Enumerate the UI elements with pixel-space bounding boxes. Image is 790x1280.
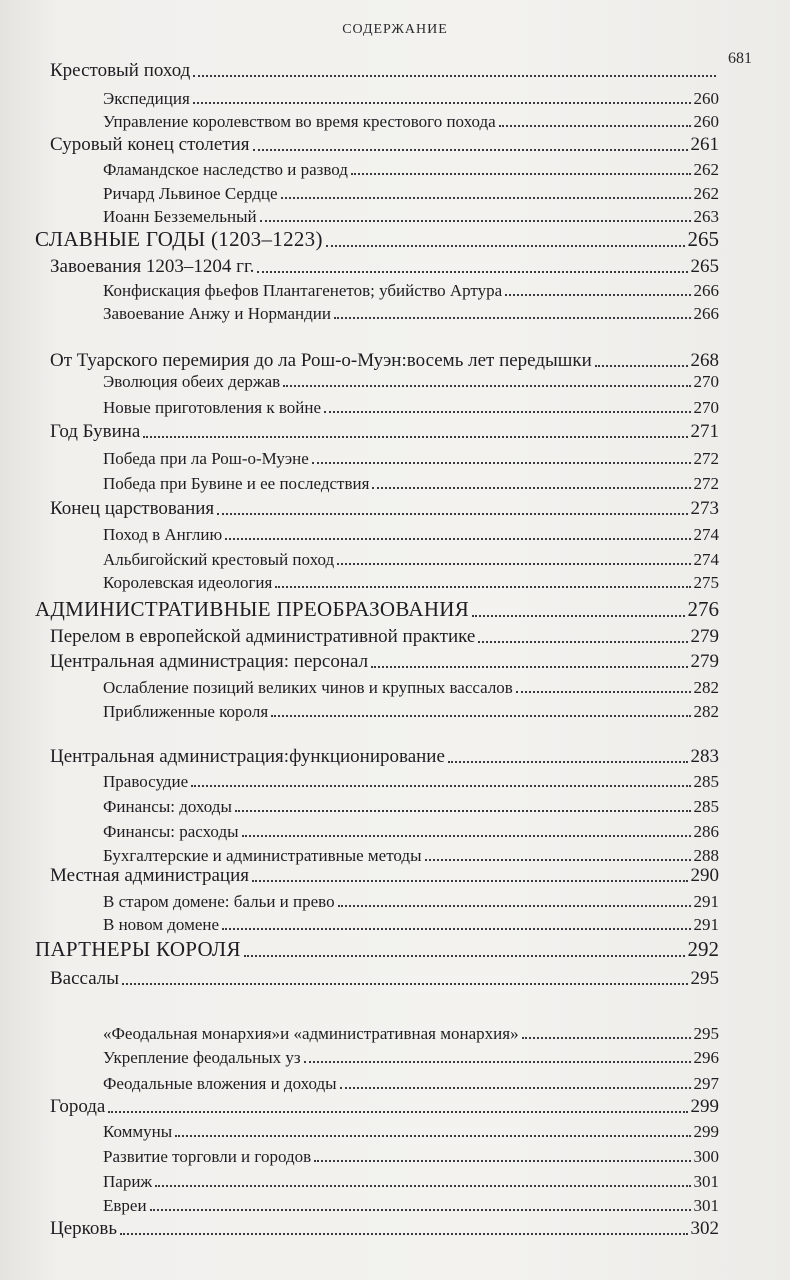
toc-subsection-entry[interactable] [103, 523, 719, 545]
toc-leader [499, 125, 691, 127]
toc-entry-title: Финансы: расходы [103, 822, 239, 841]
toc-subsection-entry[interactable] [103, 795, 719, 817]
toc-subsection-entry[interactable] [103, 158, 719, 180]
toc-subsection-entry[interactable] [103, 396, 719, 418]
toc-entry-page: 299 [690, 1096, 719, 1117]
toc-leader [425, 859, 691, 861]
toc-leader [522, 1037, 691, 1039]
toc-leader [150, 1209, 691, 1211]
toc-entry-title: Эволюция обеих держав [103, 372, 281, 391]
toc-chapter-entry[interactable] [35, 227, 719, 252]
toc-entry-page: 262 [693, 160, 719, 179]
toc-subsection-entry[interactable] [103, 890, 719, 912]
toc-section-entry[interactable] [50, 498, 719, 520]
toc-leader [253, 149, 688, 151]
toc-leader [338, 905, 691, 907]
toc-leader [371, 666, 687, 668]
toc-leader [372, 487, 690, 489]
toc-entry-page: 275 [693, 573, 719, 592]
toc-entry-title: Вассалы [50, 968, 120, 989]
toc-entry-title: Управление королевством во время крестового похода [103, 112, 496, 131]
toc-section-entry[interactable] [50, 256, 719, 278]
toc-entry-title-line1: От Туарского перемирия до ла Рош-о-Муэн: [50, 350, 407, 371]
toc-entry-title: Феодальные вложения и доходы [103, 1074, 337, 1093]
toc-entry-title: Города [50, 1096, 106, 1117]
toc-subsection-entry[interactable] [103, 87, 719, 109]
toc-subsection-entry[interactable] [103, 1072, 719, 1094]
toc-entry-page: 288 [693, 846, 719, 865]
toc-entry-page: 295 [693, 1024, 719, 1043]
toc-entry-page: 285 [693, 772, 719, 791]
toc-leader [193, 102, 691, 104]
toc-section-entry[interactable] [50, 724, 719, 768]
toc-entry-title: ПАРТНЕРЫ КОРОЛЯ [35, 937, 241, 961]
toc-leader [244, 955, 685, 957]
toc-subsection-entry[interactable] [103, 279, 719, 301]
toc-entry-page: 273 [690, 498, 719, 519]
toc-leader [516, 691, 691, 693]
toc-entry-top[interactable] [50, 60, 719, 82]
toc-leader [304, 1061, 691, 1063]
toc-entry-page: 279 [690, 626, 719, 647]
toc-entry-title: Перелом в европейской административной практике [50, 626, 476, 647]
toc-entry-title: Укрепление феодальных уз [103, 1048, 301, 1067]
toc-entry-title-line1: Центральная администрация: [50, 746, 290, 767]
toc-entry-page: 285 [693, 797, 719, 816]
toc-entry-page: 283 [690, 746, 719, 767]
toc-leader [472, 615, 684, 617]
toc-subsection-entry[interactable] [103, 770, 719, 792]
toc-entry-title: Ослабление позиций великих чинов и крупных вассалов [103, 678, 513, 697]
toc-leader [175, 1135, 690, 1137]
toc-entry-title: Ричард Львиное Сердце [103, 184, 278, 203]
toc-section-entry[interactable] [50, 328, 719, 372]
toc-subsection-entry[interactable] [103, 1170, 719, 1192]
toc-subsection-entry[interactable] [103, 913, 719, 935]
running-header: СОДЕРЖАНИЕ [342, 22, 448, 37]
toc-entry-title: Развитие торговли и городов [103, 1147, 312, 1166]
toc-entry-page: 286 [693, 822, 719, 841]
toc-leader [340, 1087, 691, 1089]
toc-subsection-entry[interactable] [103, 302, 719, 324]
toc-subsection-entry[interactable] [103, 1120, 719, 1142]
toc-entry-page: 262 [693, 184, 719, 203]
toc-entry-page: 295 [690, 968, 719, 989]
toc-subsection-entry[interactable] [103, 1194, 719, 1216]
toc-entry-page: 260 [693, 112, 719, 131]
toc-entry-page: 263 [693, 207, 719, 226]
toc-entry-title: Победа при Бувине и ее последствия [103, 474, 370, 493]
toc-entry-title: В новом домене [103, 915, 220, 934]
toc-entry-page: 301 [693, 1172, 719, 1191]
toc-entry-page: 279 [690, 651, 719, 672]
toc-entry-title: Евреи [103, 1196, 147, 1215]
toc-entry-title: Фламандское наследство и развод [103, 160, 348, 179]
toc-section-entry[interactable] [50, 865, 719, 887]
toc-leader [324, 411, 690, 413]
toc-entry-title: Париж [103, 1172, 153, 1191]
toc-leader [478, 641, 687, 643]
toc-entry-page: 300 [693, 1147, 719, 1166]
toc-subsection-entry[interactable] [103, 447, 719, 469]
toc-subsection-entry[interactable] [103, 205, 719, 227]
toc-entry-title [50, 746, 445, 768]
toc-leader [334, 317, 691, 319]
toc-entry-title [103, 1024, 519, 1044]
toc-entry-page: 296 [693, 1048, 719, 1067]
toc-entry-title: Королевская идеология [103, 573, 273, 592]
toc-entry-title: Поход в Англию [103, 525, 223, 544]
toc-entry-page: 274 [693, 525, 719, 544]
toc-subsection-entry[interactable] [103, 1046, 719, 1068]
toc-section-entry[interactable] [50, 421, 719, 443]
toc-subsection-entry[interactable] [103, 700, 719, 722]
toc-entry-title: Альбигойский крестовый поход [103, 550, 335, 569]
toc-entry-page: 271 [690, 421, 719, 442]
toc-leader [217, 513, 687, 515]
toc-entry-page: 274 [693, 550, 719, 569]
toc-section-entry[interactable] [50, 968, 719, 990]
toc-entry-page: 265 [687, 227, 719, 251]
toc-subsection-entry[interactable] [103, 548, 719, 570]
toc-entry-title: Конфискация фьефов Плантагенетов; убийство Артура [103, 281, 503, 300]
toc-leader [235, 810, 691, 812]
toc-leader [337, 563, 690, 565]
toc-leader [505, 294, 690, 296]
toc-leader [281, 197, 691, 199]
toc-entry-page: 276 [687, 597, 719, 621]
toc-entry-page: 260 [693, 89, 719, 108]
toc-entry-page: 272 [693, 449, 719, 468]
toc-leader [314, 1160, 690, 1162]
toc-subsection-entry[interactable] [103, 844, 719, 866]
toc-leader [252, 880, 688, 882]
toc-entry-page: 266 [693, 304, 719, 323]
toc-entry-title: Коммуны [103, 1122, 173, 1141]
toc-entry-page: 265 [690, 256, 719, 277]
toc-subsection-entry[interactable] [103, 472, 719, 494]
toc-leader [222, 928, 690, 930]
toc-subsection-entry[interactable] [103, 676, 719, 698]
toc-leader [225, 538, 690, 540]
toc-entry-title-line1: «Феодальная монархия» [103, 1024, 281, 1043]
toc-entry-title: Церковь [50, 1218, 118, 1239]
toc-leader [275, 586, 690, 588]
toc-entry-title [50, 350, 592, 372]
toc-entry-page: 261 [690, 134, 719, 155]
toc-leader [283, 385, 690, 387]
toc-entry-page: 301 [693, 1196, 719, 1215]
toc-leader [108, 1111, 687, 1113]
toc-entry-page: 302 [690, 1218, 719, 1239]
toc-leader [271, 715, 690, 717]
toc-entry-page: 270 [693, 372, 719, 391]
toc-entry-page: 292 [687, 937, 719, 961]
toc-subsection-entry[interactable] [103, 110, 719, 132]
toc-section-entry[interactable] [50, 651, 719, 673]
toc-subsection-entry[interactable] [103, 1145, 719, 1167]
toc-entry-title: Приближенные короля [103, 702, 269, 721]
toc-subsection-entry[interactable] [103, 370, 719, 392]
toc-chapter-entry[interactable] [35, 937, 719, 962]
toc-leader [122, 983, 687, 985]
toc-entry-title: СЛАВНЫЕ ГОДЫ (1203–1223) [35, 227, 323, 251]
toc-leader [595, 365, 688, 367]
toc-subsection-entry[interactable] [103, 571, 719, 593]
toc-leader [351, 173, 691, 175]
toc-entry-title: Конец царствования [50, 498, 215, 519]
toc-subsection-entry[interactable] [103, 996, 719, 1044]
toc-leader [193, 75, 716, 77]
toc-entry-page: 270 [693, 398, 719, 417]
toc-entry-page: 290 [690, 865, 719, 886]
toc-entry-title: Суровый конец столетия [50, 134, 250, 155]
toc-subsection-entry[interactable] [103, 182, 719, 204]
toc-entry-title: АДМИНИСТРАТИВНЫЕ ПРЕОБРАЗОВАНИЯ [35, 597, 470, 621]
toc-entry-title: Новые приготовления к войне [103, 398, 322, 417]
toc-chapter-entry[interactable] [35, 597, 719, 622]
page-number: 681 [728, 50, 752, 67]
toc-section-entry[interactable] [50, 134, 719, 156]
toc-entry-page: 299 [693, 1122, 719, 1141]
toc-leader [143, 436, 687, 438]
toc-entry-page: 297 [693, 1074, 719, 1093]
toc-entry-title: Крестовый поход [50, 60, 191, 81]
toc-leader [260, 220, 691, 222]
toc-subsection-entry[interactable] [103, 820, 719, 842]
toc-section-entry[interactable] [50, 1096, 719, 1118]
toc-entry-title: Иоанн Безземельный [103, 207, 257, 226]
toc-section-entry[interactable] [50, 1218, 719, 1240]
toc-entry-page: 266 [693, 281, 719, 300]
toc-entry-title-line2: функционирование [289, 746, 445, 767]
toc-leader [120, 1233, 687, 1235]
toc-entry-title: В старом домене: бальи и прево [103, 892, 335, 911]
toc-entry-title-line2: восемь лет передышки [406, 350, 592, 371]
toc-leader [242, 835, 691, 837]
toc-section-entry[interactable] [50, 626, 719, 648]
toc-entry-title: Бухгалтерские и административные методы [103, 846, 422, 865]
toc-entry-title: Победа при ла Рош-о-Муэне [103, 449, 309, 468]
toc-entry-page: 291 [693, 915, 719, 934]
toc-entry-title: Финансы: доходы [103, 797, 232, 816]
toc-entry-page: 272 [693, 474, 719, 493]
toc-entry-title: Центральная администрация: персонал [50, 651, 369, 672]
toc-entry-page: 282 [693, 678, 719, 697]
toc-leader [448, 761, 688, 763]
toc-entry-title-line2: и «административная монархия» [280, 1024, 519, 1043]
toc-leader [312, 462, 691, 464]
toc-entry-title: Местная администрация [50, 865, 249, 886]
toc-entry-page: 291 [693, 892, 719, 911]
toc-entry-title: Завоевания 1203–1204 гг. [50, 256, 255, 277]
toc-leader [155, 1185, 690, 1187]
toc-entry-title: Год Бувина [50, 421, 141, 442]
toc-entry-title: Завоевание Анжу и Нормандии [103, 304, 331, 323]
toc-entry-title: Правосудие [103, 772, 189, 791]
toc-entry-page: 268 [690, 350, 719, 371]
toc-leader [326, 245, 685, 247]
toc-leader [191, 785, 690, 787]
toc-entry-title: Экспедиция [103, 89, 190, 108]
toc-entry-page: 282 [693, 702, 719, 721]
toc-leader [257, 271, 687, 273]
